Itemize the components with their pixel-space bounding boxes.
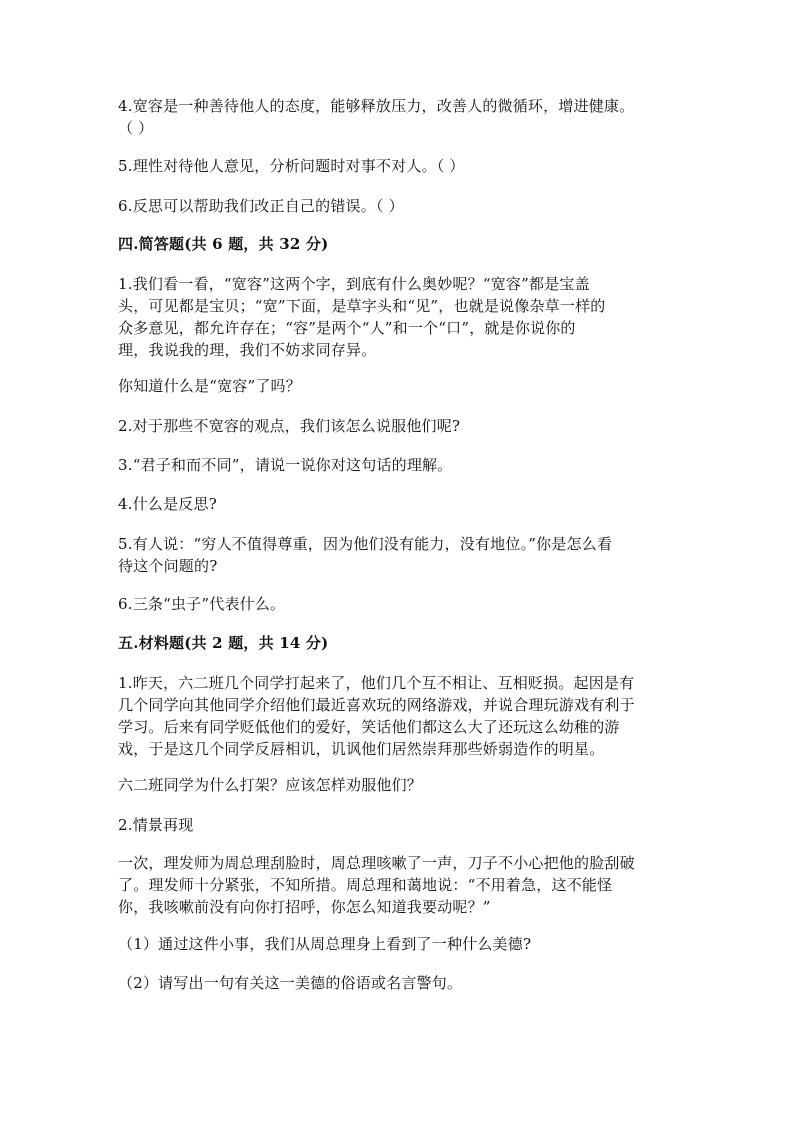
material-2-line3: 你，我咳嗽前没有向你打招呼，你怎么知道我要动呢？” [118,898,491,916]
short-answer-1-line2: 头，可见都是宝贝；“宽”下面，是草字头和“见”，也就是说像杂草一样的 [118,297,606,315]
short-answer-5-line2: 待这个问题的? [118,557,218,575]
material-1-line4: 戏，于是这几个同学反唇相讥，讥讽他们居然崇拜那些娇弱造作的明星。 [118,740,605,758]
material-1-question: 六二班同学为什么打架？应该怎样劝服他们？ [118,776,423,794]
material-1-line1: 1.昨天，六二班几个同学打起来了，他们几个互不相让、互相贬损。起因是有 [118,674,635,692]
material-2-question-1: （1）通过这件小事，我们从周总理身上看到了一种什么美德? [118,935,532,953]
material-1-line3: 学习。后来有同学贬低他们的爱好，笑话他们都这么大了还玩这么幼稚的游 [118,718,620,736]
short-answer-3: 3.“君子和而不同”，请说一说你对这句话的理解。 [118,456,453,474]
question-6-text: 6.反思可以帮助我们改正自己的错误。（ ） [118,197,404,215]
section-5-heading: 五.材料题(共 2 题，共 14 分) [118,634,329,652]
short-answer-1-line4: 理，我说我的理，我们不妨求同存异。 [118,341,377,359]
short-answer-1-line3: 众多意见，都允许存在；“容”是两个“人”和一个“口”，就是你说你的 [118,319,576,337]
question-4-answer-blank: （ ） [118,119,154,137]
question-4-text-line1: 4.宽容是一种善待他人的态度，能够释放压力，改善人的微循环，增进健康。 [118,97,635,115]
short-answer-6: 6.三条“虫子”代表什么。 [118,595,286,613]
material-2-line2: 了。理发师十分紧张，不知所措。周总理和蔼地说：“不用着急，这不能怪 [118,876,613,894]
material-1-line2: 几个同学向其他同学介绍他们最近喜欢玩的网络游戏，并说合理玩游戏有利于 [118,696,635,714]
short-answer-1-question: 你知道什么是“宽容”了吗？ [118,377,301,395]
short-answer-5-line1: 5.有人说：“穷人不值得尊重，因为他们没有能力，没有地位。”你是怎么看 [118,535,613,553]
short-answer-1-line1: 1.我们看一看，“宽容”这两个字，到底有什么奥妙呢？“宽容”都是宝盖 [118,275,590,293]
short-answer-4: 4.什么是反思? [118,495,217,513]
material-2-title: 2.情景再现 [118,816,194,834]
short-answer-2: 2.对于那些不宽容的观点，我们该怎么说服他们呢? [118,417,461,435]
material-2-question-2: （2）请写出一句有关这一美德的俗语或名言警句。 [118,974,463,992]
question-5-text: 5.理性对待他人意见，分析问题时对事不对人。（ ） [118,157,465,175]
section-4-heading: 四.简答题(共 6 题，共 32 分) [118,235,329,253]
material-2-line1: 一次，理发师为周总理刮脸时，周总理咳嗽了一声，刀子不小心把他的脸刮破 [118,854,635,872]
